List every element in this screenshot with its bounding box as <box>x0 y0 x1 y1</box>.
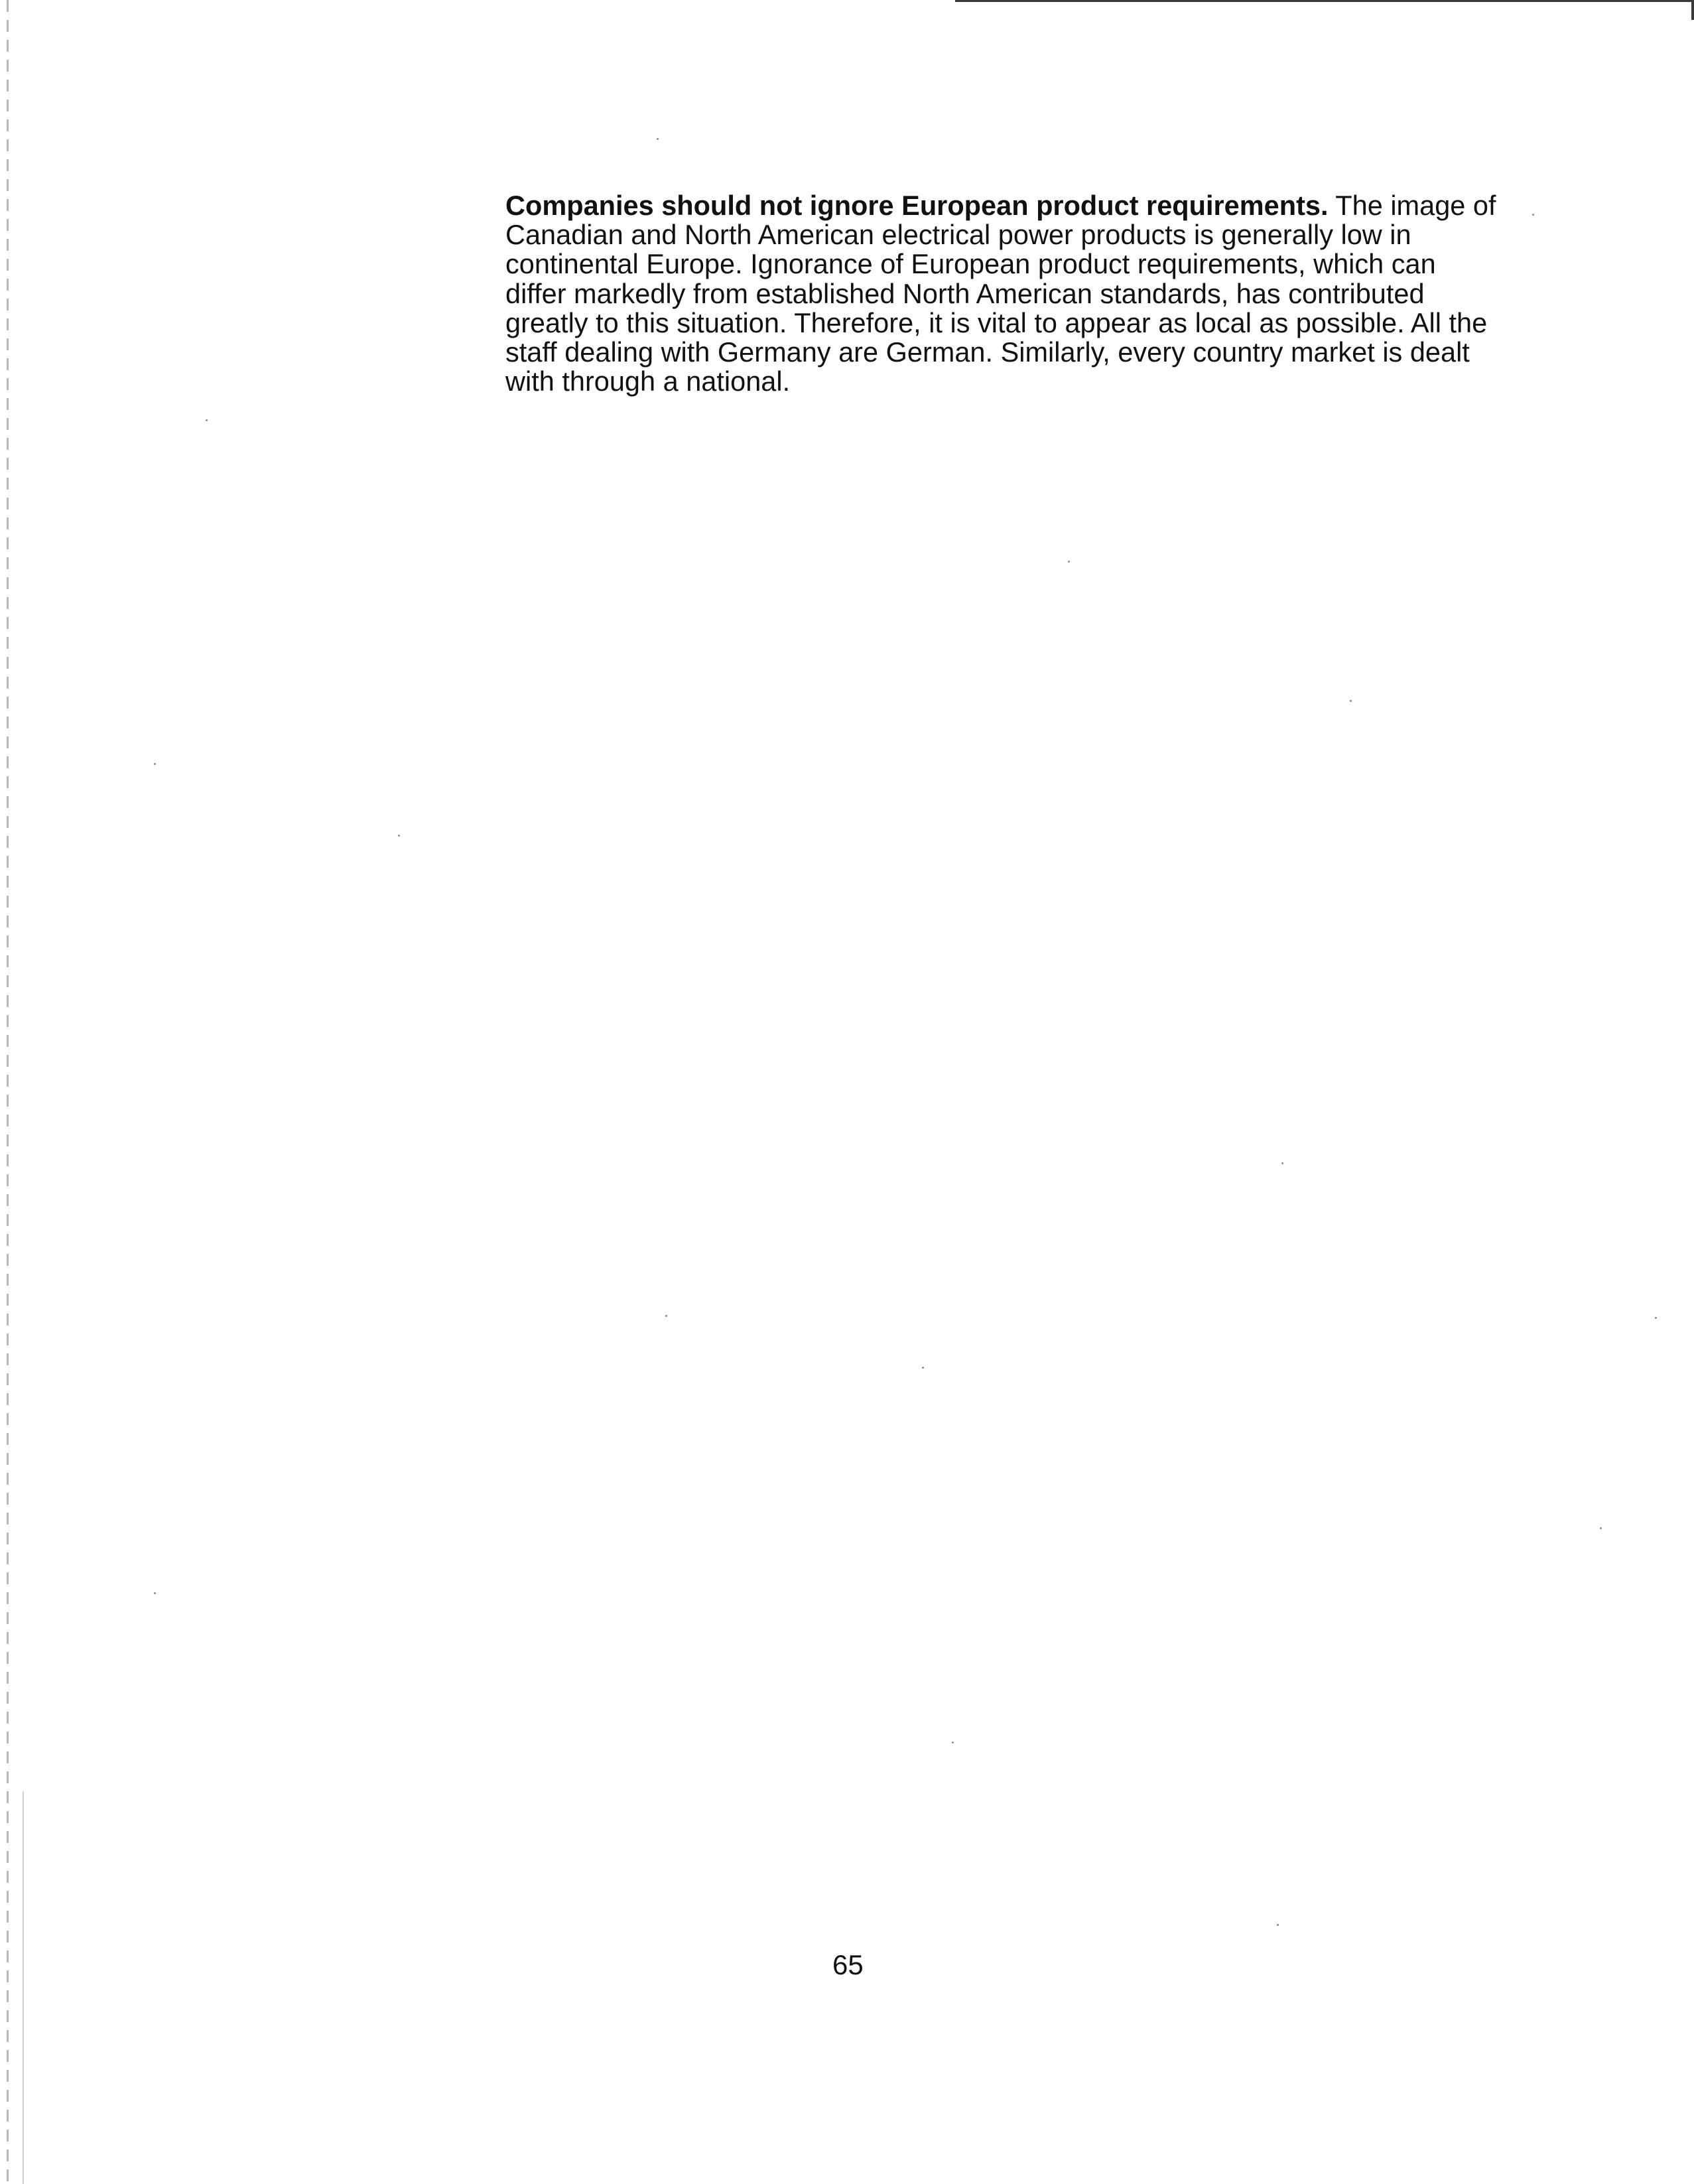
scan-speck <box>1277 1924 1279 1926</box>
scan-edge-top <box>955 0 1694 2</box>
scan-speck <box>1600 1527 1602 1529</box>
body-paragraph <box>505 191 1500 396</box>
scan-speck <box>154 1592 156 1594</box>
scan-speck <box>952 1741 954 1743</box>
scan-speck <box>922 1367 924 1369</box>
scan-speck <box>206 419 208 421</box>
paragraph-lead: Companies should not ignore European product requirements. <box>505 190 1329 221</box>
scan-edge-left-inner <box>23 1791 24 2184</box>
scan-edge-left <box>7 0 9 2184</box>
page-number: 65 <box>832 1949 864 1980</box>
scan-edge-corner <box>1691 0 1694 20</box>
scan-speck <box>665 1315 667 1317</box>
scan-speck <box>398 835 400 837</box>
scan-speck <box>1281 1162 1283 1164</box>
scan-speck <box>1068 561 1070 563</box>
paragraph-body: The image of Canadian and North American electrical power products is generally low in continental Europe. Ignorance of European product requirements, which can differ markedly from established North American standards, has contributed greatly to this situation. Therefore, it is vital to appear as local as possible. All the staff dealing with Germany are German. Similarly, every country market is dealt with through a national. <box>505 190 1496 397</box>
scan-speck <box>1655 1317 1657 1319</box>
scan-speck <box>1532 214 1534 216</box>
scan-speck <box>154 763 156 765</box>
scan-speck <box>1350 700 1352 702</box>
scan-speck <box>657 138 659 140</box>
